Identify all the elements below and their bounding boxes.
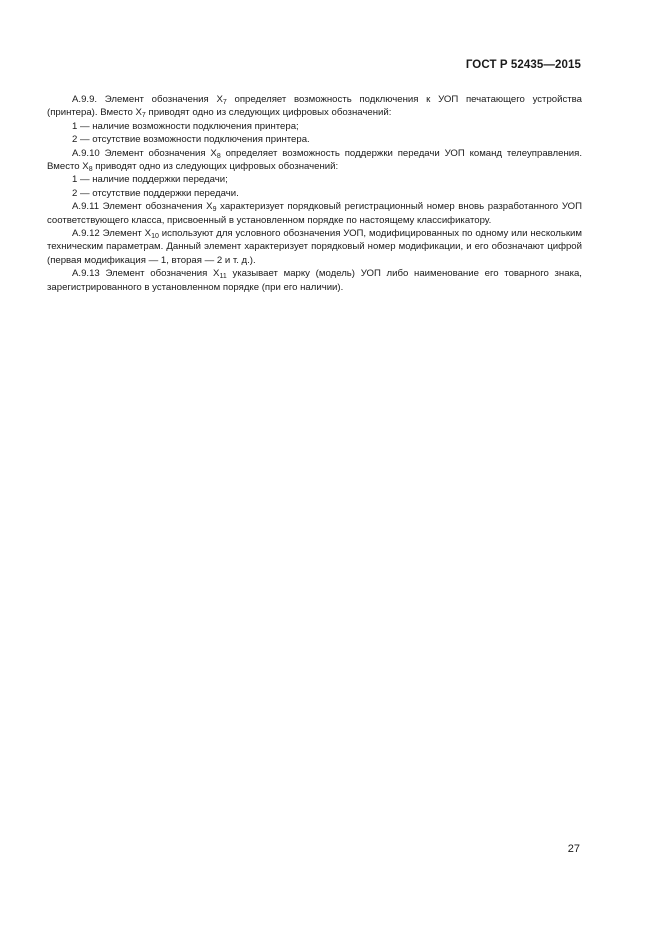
document-number: ГОСТ Р 52435—2015 [465, 59, 581, 71]
document-body [47, 93, 582, 294]
list-item: 1 — наличие возможности подключения принтера; [72, 120, 299, 132]
list-item: 1 — наличие поддержки передачи; [72, 174, 228, 186]
paragraph-a-9-12: А.9.12 Элемент $Х_{10}$ используют для условного обозначения УОП, модифицированных по одному или нескольким техническим параметрам. Данный элемент характеризует порядковый номер модификации, и его обозначают цифрой (первая модификация — 1, вторая — 2 и т. д.). [47, 228, 582, 266]
page-number: 27 [567, 843, 580, 855]
list-item: 2 — отсутствие поддержки передачи. [72, 187, 239, 199]
paragraph-a-9-13: А.9.13 Элемент обозначения $Х_{11}$ указывает марку (модель) УОП либо наименование его товарного знака, зарегистрированного в установленном порядке (при его наличии). [47, 268, 582, 293]
paragraph-a-9-9: А.9.9. Элемент обозначения $Х_7$ определяет возможность подключения к УОП печатающего устройства (принтера). Вместо $Х_7$ приводят одно из следующих цифровых обозначений: [47, 94, 582, 120]
paragraph-a-9-10: А.9.10 Элемент обозначения $Х_8$ определяет возможность поддержки передачи УОП команд телеуправления. Вместо $Х_8$ приводят одно из следующих цифровых обозначений: [47, 147, 582, 174]
paragraph-a-9-11: А.9.11 Элемент обозначения $Х_9$ характеризует порядковый регистрационный номер вновь разработанного УОП соответствующего класса, присвоенный в установленном порядке по настоящему классификатору. [47, 201, 582, 226]
list-item: 2 — отсутствие возможности подключения принтера. [72, 134, 310, 146]
